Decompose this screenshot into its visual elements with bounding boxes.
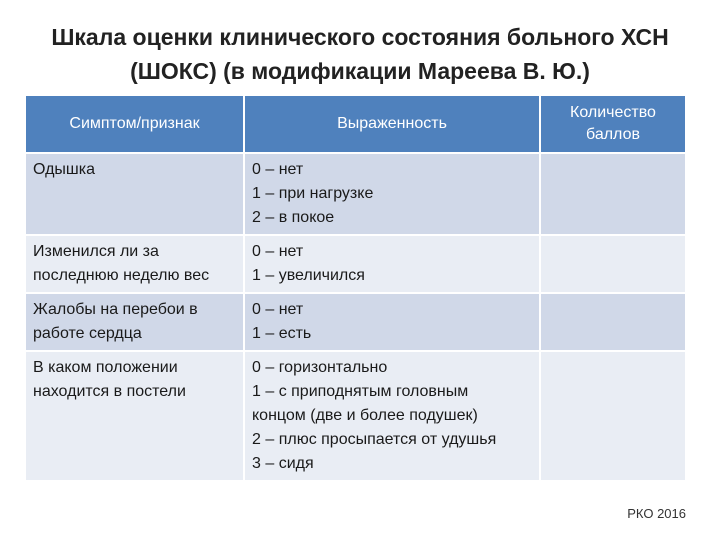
header-level: Выраженность <box>244 96 540 153</box>
table-header-row <box>26 96 685 153</box>
cell-symptom <box>26 293 244 351</box>
title-line-1: Шкала оценки клинического состояния больного ХСН <box>51 24 669 50</box>
cell-text: работе сердца <box>33 325 142 342</box>
title-line-2: (ШОКС) (в модификации Мареева В. Ю.) <box>130 58 590 84</box>
cell-text: 1 – увеличился <box>252 267 365 284</box>
cell-text: 0 – нет <box>252 243 304 260</box>
cell-level <box>244 351 540 481</box>
cell-text: Жалобы на перебои в <box>33 301 198 318</box>
table-row <box>26 293 685 351</box>
header-points-line-1: Количество <box>570 104 656 121</box>
cell-symptom <box>26 235 244 293</box>
table-row <box>26 235 685 293</box>
cell-level <box>244 293 540 351</box>
cell-text: 3 – сидя <box>252 455 314 472</box>
footer-source: РКО 2016 <box>627 506 686 521</box>
header-points <box>540 96 685 153</box>
cell-text: 1 – есть <box>252 325 312 342</box>
cell-text: последнюю неделю вес <box>33 267 210 284</box>
cell-level <box>244 235 540 293</box>
cell-symptom <box>26 153 244 235</box>
cell-symptom <box>26 351 244 481</box>
cell-text: Изменился ли за <box>33 243 159 260</box>
table-row <box>26 351 685 481</box>
cell-text: концом (две и более подушек) <box>252 407 478 424</box>
cell-points <box>540 293 685 351</box>
table-row <box>26 153 685 235</box>
header-points-line-2: баллов <box>586 126 640 143</box>
cell-text: находится в постели <box>33 383 186 400</box>
cell-points <box>540 153 685 235</box>
cell-text: 0 – нет <box>252 161 304 178</box>
cell-text: 1 – при нагрузке <box>252 185 374 202</box>
page-title <box>40 20 680 88</box>
scale-table <box>26 96 685 482</box>
cell-text: 2 – в покое <box>252 209 335 226</box>
cell-level <box>244 153 540 235</box>
cell-points <box>540 351 685 481</box>
cell-text: 0 – горизонтально <box>252 359 388 376</box>
cell-points <box>540 235 685 293</box>
cell-text: Одышка <box>33 161 96 178</box>
cell-text: 0 – нет <box>252 301 304 318</box>
cell-text: 1 – с приподнятым головным <box>252 383 469 400</box>
cell-text: 2 – плюс просыпается от удушья <box>252 431 497 448</box>
header-symptom: Симптом/признак <box>26 96 244 153</box>
cell-text: В каком положении <box>33 359 178 376</box>
